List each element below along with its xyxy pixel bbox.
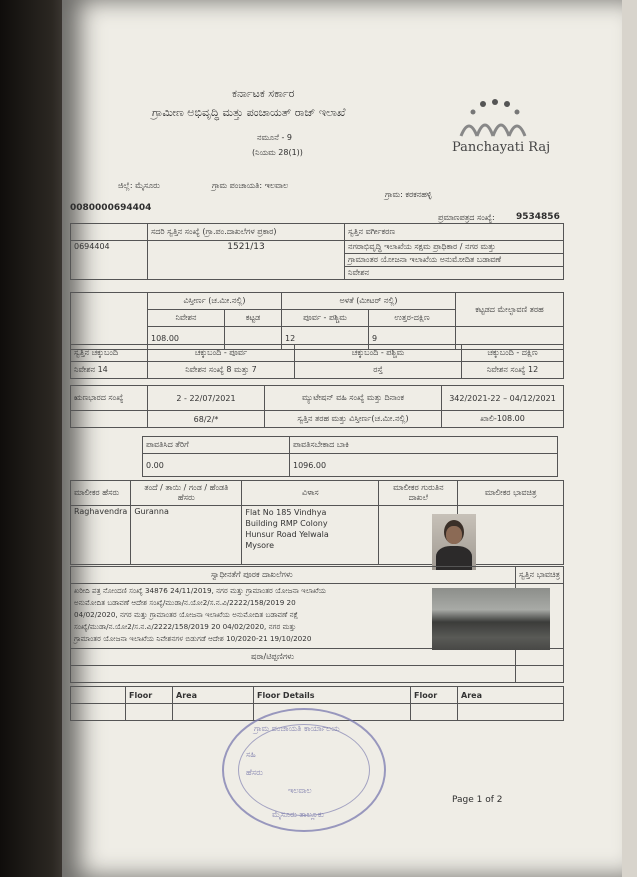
owner-address (242, 506, 379, 565)
certificate-label: ಪ್ರಮಾಣಪತ್ರದ ಸಂಖ್ಯೆ: (438, 213, 495, 222)
header-father-line-2: ಹೆಸರು (177, 493, 195, 502)
owner-photo (432, 514, 476, 570)
department-title: ಗ್ರಾಮೀಣ ಅಭಿವೃದ್ಧಿ ಮತ್ತು ಪಂಚಾಯತ್ ರಾಜ್ ಇಲಾಖೆ (152, 106, 346, 119)
encumbrance-label: ಋಣಭಾರದ ಸಂಖ್ಯೆ (71, 386, 148, 411)
panchayat-seal (222, 708, 386, 832)
dimensions-table (70, 292, 564, 350)
address-line-4: Mysore (245, 541, 275, 550)
seal-taluk: ಮೈಸೂರು ತಾಲ್ಲೂಕು (272, 810, 324, 819)
type-area-value: ಖಾಲಿ-108.00 (442, 411, 564, 428)
type-area-label: ಸ್ವತ್ತಿನ ತರಹ ಮತ್ತು ವಿಸ್ತೀರ್ಣ(ಚ.ಮೀ.ನಲ್ಲಿ) (265, 411, 442, 428)
documents-title: ಸ್ವಾಧೀನತೆಗೆ ಪೂರಕ ದಾಖಲೆಗಳು (71, 567, 516, 584)
documents-line-3: 04/02/2020, ನಗರ ಮತ್ತು ಗ್ರಾಮಾಂತರ ಯೋಜನಾ ಇಲಾಖೆಯ ಅನುಮೋದಿತ ಬಡಾವಣೆ ನಕ್ಷೆ (74, 610, 299, 619)
property-photo (432, 588, 550, 650)
floor-header-2: Floor (411, 687, 458, 704)
header-owner-photo: ಮಾಲೀಕರ ಭಾವಚಿತ್ರ (458, 481, 564, 506)
remarks-label: ಷರಾ/ಟಿಪ್ಪಣಿಗಳು (71, 649, 516, 666)
property-id: 0080000694404 (70, 203, 152, 213)
header-father-line-1: ತಂದೆ / ತಾಯಿ / ಗಂಡ / ಹೆಂಡತಿ (144, 483, 229, 492)
header-roof: ಕಟ್ಟಡದ ಮೇಲ್ಛಾವಣಿ ತರಹ (456, 293, 564, 327)
mutation-table (70, 385, 564, 428)
pending-tax-value: 1096.00 (290, 454, 558, 477)
documents-line-2: ಅನುಮೋದಿತ ಬಡಾವಣೆ ಆದೇಶ ಸಂಖ್ಯೆ/ಮುಡಾ/ನ.ಯೋ2/ಸ.ನ.ವಿ/2222/158/2019 20 (74, 598, 296, 607)
header-classification: ಸ್ವತ್ತಿನ ವರ್ಗೀಕರಣ (345, 224, 564, 241)
header-north-south: ಉತ್ತರ-ದಕ್ಷಿಣ (369, 310, 456, 327)
floor-header-1: Floor (126, 687, 173, 704)
header-owner-name: ಮಾಲೀಕರ ಹೆಸರು (71, 481, 131, 506)
address-line-1: Flat No 185 Vindhya (245, 508, 327, 517)
header-west: ಚಕ್ಕುಬಂದಿ - ಪಶ್ಚಿಮ (295, 345, 462, 362)
boundaries-table (70, 344, 564, 379)
header-building: ಕಟ್ಟಡ (225, 310, 282, 327)
boundary-west-value: ರಸ್ತೆ (295, 362, 462, 379)
rule-number: (ನಿಯಮ 28(1)) (252, 148, 303, 157)
seal-ring-text: ಗ್ರಾಮ ಪಂಚಾಯತಿ ಕಾರ್ಯಾಲಯ (254, 724, 340, 733)
tax-table (142, 436, 558, 477)
left-code: 0694404 (71, 241, 148, 280)
header-area: ವಿಸ್ತೀರ್ಣ (ಚ.ಮೀ.ನಲ್ಲಿ) (148, 293, 282, 310)
government-title: ಕರ್ನಾಟಕ ಸರ್ಕಾರ (232, 87, 295, 100)
boundary-south-value: ನಿವೇಶನ ಸಂಖ್ಯೆ 12 (462, 362, 564, 379)
property-number: 1521/13 (148, 241, 345, 280)
site-area: 108.00 (148, 327, 225, 350)
documents-line-4: ಸಂಖ್ಯೆ/ಮುಡಾ/ನ.ಯೋ2/ಸ.ನ.ವಿ/2222/158/2019 20 04/02/2020, ನಗರ ಮತ್ತು (74, 622, 297, 631)
page-edge (622, 0, 637, 877)
east-west-value: 12 (282, 327, 369, 350)
paid-tax-label: ಪಾವತಿಸಿದ ತೆರಿಗೆ (143, 437, 290, 454)
boundary-left-value: ನಿವೇಶನ 14 (71, 362, 148, 379)
gram-panchayat: ಗ್ರಾಮ ಪಂಚಾಯತಿ: ಇಲವಾಲ (212, 181, 289, 190)
header-owner-id (379, 481, 458, 506)
documents-line-1: ಖರೀದಿ ಪತ್ರ ನೋಂದಣಿ ಸಂಖ್ಯೆ 34876 24/11/2019, ನಗರ ಮತ್ತು ಗ್ರಾಮಾಂತರ ಯೋಜನಾ ಇಲಾಖೆಯ (74, 586, 327, 595)
north-south-value: 9 (369, 327, 456, 350)
village: ಗ್ರಾಮ: ಕರಕನಹಳ್ಳಿ (385, 190, 432, 199)
documents-line-5: ಗ್ರಾಮಾಂತರ ಯೋಜನಾ ಇಲಾಖೆಯ ನಿವೇಶನಗಳ ಬಿಡುಗಡೆ ಆದೇಶ 10/2020-21 19/10/2020 (74, 634, 312, 643)
property-number-table (70, 223, 564, 280)
encumbrance-value: 2 - 22/07/2021 (148, 386, 265, 411)
district: ಜಿಲ್ಲೆ: ಮೈಸೂರು (118, 181, 160, 190)
floor-details-header: Floor Details (254, 687, 411, 704)
header-east-west: ಪೂರ್ವ - ಪಶ್ಚಿಮ (282, 310, 369, 327)
owner-name: Raghavendra (71, 506, 131, 565)
mutation-label: ಮ್ಯುಟೇಷನ್ ವಹಿ ಸಂಖ್ಯೆ ಮತ್ತು ದಿನಾಂಕ (265, 386, 442, 411)
classification-line-1: ನಗರಾಭಿವೃದ್ಧಿ ಇಲಾಖೆಯ ಸಕ್ಷಮ ಪ್ರಾಧಿಕಾರ / ನಗರ ಮತ್ತು (345, 241, 564, 254)
seal-name-line: ಹೆಸರು (246, 768, 263, 777)
owner-table (70, 480, 564, 565)
mutation-value: 342/2021-22 – 04/12/2021 (442, 386, 564, 411)
area-header-2: Area (458, 687, 564, 704)
page-number: Page 1 of 2 (452, 795, 503, 805)
classification-line-3: ನಿವೇಶನ (345, 267, 564, 280)
logo-text: Panchayati Raj (452, 140, 551, 155)
address-line-3: Hunsur Road Yelwala (245, 530, 329, 539)
area-header-1: Area (173, 687, 254, 704)
pending-tax-label: ಪಾವತಿಸಬೇಕಾದ ಬಾಕಿ (290, 437, 558, 454)
header-id-line-2: ದಾಖಲೆ (408, 493, 428, 502)
header-dimension: ಅಳತೆ (ಮೀಟರ್ ನಲ್ಲಿ) (282, 293, 456, 310)
father-name: Guranna (131, 506, 242, 565)
header-id-line-1: ಮಾಲೀಕರ ಗುರುತಿನ (393, 483, 444, 492)
header-south: ಚಕ್ಕುಬಂದಿ - ದಕ್ಷಿಣ (462, 345, 564, 362)
address-line-2: Building RMP Colony (245, 519, 328, 528)
header-east: ಚಕ್ಕುಬಂದಿ - ಪೂರ್ವ (148, 345, 295, 362)
photo-face (446, 526, 462, 544)
property-photo-label: ಸ್ವತ್ತಿನ ಭಾವಚಿತ್ರ (516, 567, 564, 584)
seal-signature-line: ಸಹಿ (246, 750, 256, 759)
paid-tax-value: 0.00 (143, 454, 290, 477)
form-number: ನಮೂನೆ - 9 (257, 133, 292, 142)
header-property-number: ಸದರಿ ಸ್ವತ್ತಿನ ಸಂಖ್ಯೆ (ಗ್ರಾ.ಪಂ.ದಾಖಲೆಗಳ ಪ್ರಕಾರ) (148, 224, 345, 241)
header-site: ನಿವೇಶನ (148, 310, 225, 327)
certificate-number: 9534856 (516, 212, 560, 222)
seal-village: ಇಲವಾಲ (288, 786, 312, 795)
extent-code: 68/2/* (148, 411, 265, 428)
header-address: ವಿಳಾಸ (242, 481, 379, 506)
panchayati-raj-logo-icon (455, 98, 535, 140)
header-father-name (131, 481, 242, 506)
boundaries-label: ಸ್ವತ್ತಿನ ಚಕ್ಕುಬಂದಿ (71, 345, 148, 362)
boundary-east-value: ನಿವೇಶನ ಸಂಖ್ಯೆ 8 ಮತ್ತು 7 (148, 362, 295, 379)
classification-line-2: ಗ್ರಾಮಾಂತರ ಯೋಜನಾ ಇಲಾಖೆಯ ಅನುಮೋದಿತ ಬಡಾವಣೆ (345, 254, 564, 267)
